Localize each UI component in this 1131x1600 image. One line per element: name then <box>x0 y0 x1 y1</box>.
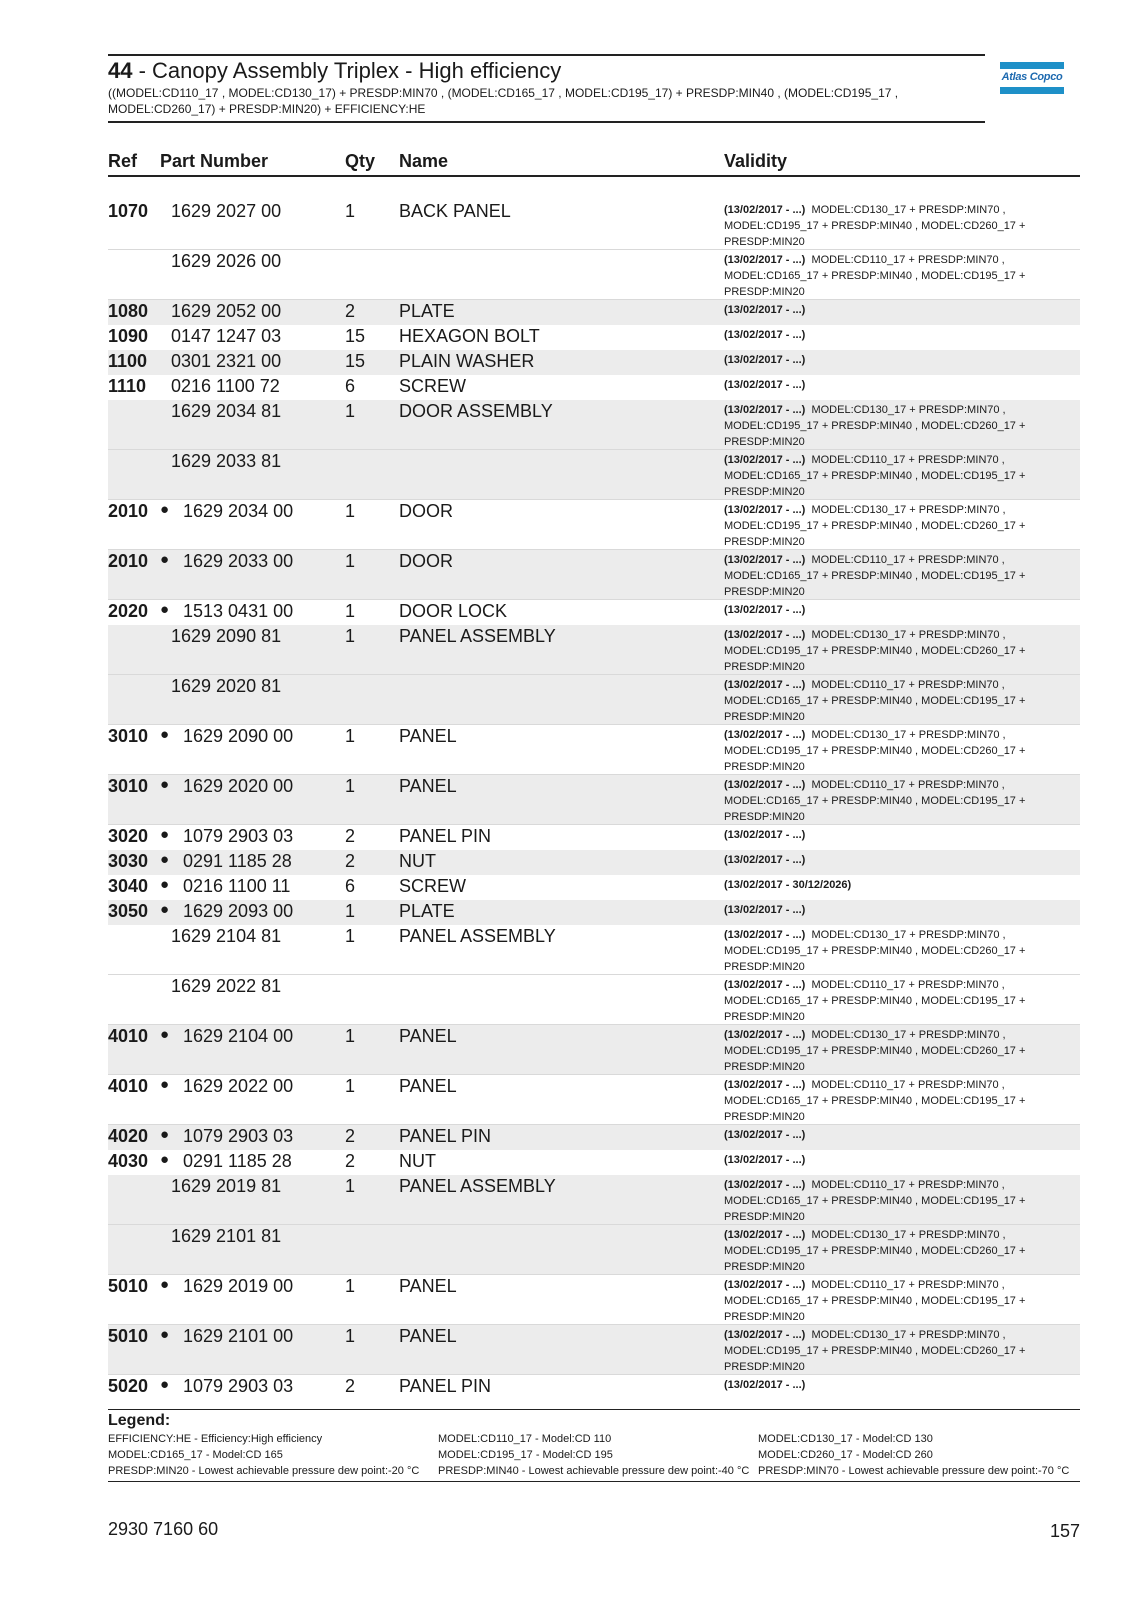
table-header <box>108 151 1080 177</box>
table-row <box>108 1125 1080 1150</box>
validity-line-3: PRESDP:MIN20 <box>724 486 805 498</box>
bullet-icon: ● <box>160 601 170 618</box>
row-qty: 1 <box>345 1026 356 1046</box>
legend-item: PRESDP:MIN40 - Lowest achievable pressure dew point:-40 °C <box>438 1465 750 1477</box>
logo-top-bar <box>1000 62 1064 69</box>
row-part-number: 0291 1185 28 <box>183 1151 292 1171</box>
row-qty: 2 <box>345 301 356 321</box>
row-validity <box>724 1377 1064 1393</box>
row-part-number: 1629 2033 81 <box>171 451 282 471</box>
bullet-icon: ● <box>160 1026 170 1043</box>
table-row <box>108 875 1080 900</box>
row-qty: 15 <box>345 326 366 346</box>
table-row <box>108 300 1080 325</box>
validity-line-2: MODEL:CD195_17 + PRESDP:MIN40 , MODEL:CD260_17 + <box>724 745 1026 757</box>
row-part-number: 0216 1100 72 <box>171 376 280 396</box>
row-validity <box>724 852 1064 868</box>
row-ref: 2010 <box>108 501 149 521</box>
bullet-icon: ● <box>160 876 170 893</box>
validity-line-3: PRESDP:MIN20 <box>724 711 805 723</box>
col-qty-header: Qty <box>345 151 376 171</box>
row-ref: 1070 <box>108 201 149 221</box>
validity-line-3: PRESDP:MIN20 <box>724 286 805 298</box>
bullet-icon: ● <box>160 1151 170 1168</box>
validity-date: (13/02/2017 - ...) <box>724 304 806 316</box>
row-validity <box>724 902 1064 918</box>
validity-line-1: MODEL:CD110_17 + PRESDP:MIN70 , <box>811 679 1005 691</box>
legend-item: MODEL:CD110_17 - Model:CD 110 <box>438 1433 612 1445</box>
validity-date: (13/02/2017 - ...) <box>724 1129 806 1141</box>
validity-line-3: PRESDP:MIN20 <box>724 961 805 973</box>
validity-line-2: MODEL:CD195_17 + PRESDP:MIN40 , MODEL:CD260_17 + <box>724 645 1026 657</box>
row-part-number: 1629 2019 00 <box>183 1276 294 1296</box>
validity-date: (13/02/2017 - ...) <box>724 929 806 941</box>
row-name: PANEL <box>399 1076 457 1096</box>
bullet-icon: ● <box>160 1376 170 1393</box>
validity-date: (13/02/2017 - ...) <box>724 404 806 416</box>
page-title: 44 - Canopy Assembly Triplex - High efficiency <box>108 58 562 83</box>
legend-item: MODEL:CD165_17 - Model:CD 165 <box>108 1449 283 1461</box>
row-name: DOOR LOCK <box>399 601 508 621</box>
validity-line-1: MODEL:CD110_17 + PRESDP:MIN70 , <box>811 254 1005 266</box>
row-ref: 1080 <box>108 301 149 321</box>
chapter-title: Canopy Assembly Triplex - High efficiency <box>152 58 562 83</box>
row-qty: 1 <box>345 601 356 621</box>
row-validity <box>724 402 1064 450</box>
row-qty: 1 <box>345 901 356 921</box>
bullet-icon: ● <box>160 776 170 793</box>
validity-date: (13/02/2017 - ...) <box>724 1329 806 1341</box>
row-part-number: 1629 2034 81 <box>171 401 282 421</box>
table-row <box>108 1150 1080 1175</box>
validity-line-2: MODEL:CD165_17 + PRESDP:MIN40 , MODEL:CD195_17 + <box>724 1195 1026 1207</box>
row-name: PANEL ASSEMBLY <box>399 1176 556 1196</box>
row-validity <box>724 452 1064 500</box>
bullet-icon: ● <box>160 1276 170 1293</box>
row-validity <box>724 1277 1064 1325</box>
row-ref: 4030 <box>108 1151 149 1171</box>
table-row <box>108 1275 1080 1325</box>
table-row <box>108 550 1080 600</box>
row-name: PANEL PIN <box>399 1376 492 1396</box>
row-validity <box>724 1227 1064 1275</box>
logo-bottom-bar <box>1000 87 1064 94</box>
row-part-number: 1629 2034 00 <box>183 501 294 521</box>
validity-date: (13/02/2017 - ...) <box>724 1379 806 1391</box>
validity-line-1: MODEL:CD130_17 + PRESDP:MIN70 , <box>811 204 1006 216</box>
row-name: PANEL <box>399 1326 457 1346</box>
bullet-icon: ● <box>160 1326 170 1343</box>
row-validity <box>724 627 1064 675</box>
row-validity <box>724 977 1064 1025</box>
chapter-number: 44 <box>108 58 133 83</box>
validity-date: (13/02/2017 - ...) <box>724 354 806 366</box>
row-ref: 5020 <box>108 1376 149 1396</box>
validity-line-1: MODEL:CD130_17 + PRESDP:MIN70 , <box>811 1229 1006 1241</box>
table-row <box>108 1375 1080 1400</box>
row-name: SCREW <box>399 376 466 396</box>
validity-line-3: PRESDP:MIN20 <box>724 436 805 448</box>
row-qty: 2 <box>345 1151 356 1171</box>
validity-date: (13/02/2017 - ...) <box>724 779 806 791</box>
table-row <box>108 1175 1080 1225</box>
validity-date: (13/02/2017 - ...) <box>724 729 806 741</box>
row-ref: 4020 <box>108 1126 149 1146</box>
row-part-number: 1629 2022 00 <box>183 1076 294 1096</box>
legend-item: MODEL:CD195_17 - Model:CD 195 <box>438 1449 613 1461</box>
table-row <box>108 1025 1080 1075</box>
validity-line-3: PRESDP:MIN20 <box>724 1011 805 1023</box>
row-validity <box>724 202 1064 250</box>
validity-line-1: MODEL:CD110_17 + PRESDP:MIN70 , <box>811 979 1005 991</box>
row-part-number: 1629 2101 81 <box>171 1226 282 1246</box>
validity-line-1: MODEL:CD130_17 + PRESDP:MIN70 , <box>811 504 1006 516</box>
row-name: NUT <box>399 1151 436 1171</box>
validity-date: (13/02/2017 - ...) <box>724 679 806 691</box>
row-validity <box>724 1077 1064 1125</box>
legend-item: MODEL:CD130_17 - Model:CD 130 <box>758 1433 933 1445</box>
validity-date: (13/02/2017 - 30/12/2026) <box>724 879 852 891</box>
validity-line-1: MODEL:CD130_17 + PRESDP:MIN70 , <box>811 1029 1006 1041</box>
validity-line-3: PRESDP:MIN20 <box>724 761 805 773</box>
legend-item: PRESDP:MIN70 - Lowest achievable pressure dew point:-70 °C <box>758 1465 1070 1477</box>
table-row <box>108 450 1080 500</box>
validity-date: (13/02/2017 - ...) <box>724 1229 806 1241</box>
row-part-number: 1629 2093 00 <box>183 901 294 921</box>
table-row <box>108 675 1080 725</box>
table-row <box>108 400 1080 450</box>
bullet-icon: ● <box>160 851 170 868</box>
row-qty: 1 <box>345 1176 356 1196</box>
table-row <box>108 900 1080 925</box>
row-name: PLAIN WASHER <box>399 351 535 371</box>
validity-line-3: PRESDP:MIN20 <box>724 586 805 598</box>
validity-line-3: PRESDP:MIN20 <box>724 811 805 823</box>
row-ref: 5010 <box>108 1326 149 1346</box>
validity-line-2: MODEL:CD165_17 + PRESDP:MIN40 , MODEL:CD195_17 + <box>724 570 1026 582</box>
validity-line-1: MODEL:CD110_17 + PRESDP:MIN70 , <box>811 1179 1005 1191</box>
validity-line-2: MODEL:CD195_17 + PRESDP:MIN40 , MODEL:CD260_17 + <box>724 220 1026 232</box>
table-row <box>108 325 1080 350</box>
validity-line-1: MODEL:CD110_17 + PRESDP:MIN70 , <box>811 1079 1005 1091</box>
row-name: PANEL <box>399 776 457 796</box>
validity-line-1: MODEL:CD110_17 + PRESDP:MIN70 , <box>811 779 1005 791</box>
row-part-number: 1629 2101 00 <box>183 1326 294 1346</box>
row-qty: 1 <box>345 201 356 221</box>
validity-line-1: MODEL:CD130_17 + PRESDP:MIN70 , <box>811 729 1006 741</box>
table-row <box>108 825 1080 850</box>
legend-grid <box>108 1431 1080 1479</box>
validity-line-3: PRESDP:MIN20 <box>724 536 805 548</box>
table-row <box>108 500 1080 550</box>
row-qty: 1 <box>345 1326 356 1346</box>
row-ref: 4010 <box>108 1026 149 1046</box>
row-part-number: 1629 2090 00 <box>183 726 294 746</box>
row-part-number: 1079 2903 03 <box>183 1376 294 1396</box>
table-row <box>108 1225 1080 1275</box>
row-qty: 6 <box>345 376 356 396</box>
row-ref: 1090 <box>108 326 149 346</box>
row-ref: 3050 <box>108 901 149 921</box>
validity-date: (13/02/2017 - ...) <box>724 979 806 991</box>
validity-date: (13/02/2017 - ...) <box>724 329 806 341</box>
row-name: PANEL <box>399 726 457 746</box>
col-ref-header: Ref <box>108 151 138 171</box>
bullet-icon: ● <box>160 826 170 843</box>
logo-text: Atlas Copco <box>1001 71 1063 83</box>
validity-date: (13/02/2017 - ...) <box>724 1279 806 1291</box>
row-name: SCREW <box>399 876 466 896</box>
validity-line-3: PRESDP:MIN20 <box>724 661 805 673</box>
validity-line-2: MODEL:CD195_17 + PRESDP:MIN40 , MODEL:CD260_17 + <box>724 1045 1026 1057</box>
validity-date: (13/02/2017 - ...) <box>724 1079 806 1091</box>
row-part-number: 1629 2052 00 <box>171 301 282 321</box>
row-validity <box>724 827 1064 843</box>
row-validity <box>724 1127 1064 1143</box>
validity-date: (13/02/2017 - ...) <box>724 629 806 641</box>
validity-line-2: MODEL:CD165_17 + PRESDP:MIN40 , MODEL:CD195_17 + <box>724 795 1026 807</box>
row-validity <box>724 352 1064 368</box>
validity-line-1: MODEL:CD130_17 + PRESDP:MIN70 , <box>811 404 1006 416</box>
row-ref: 1110 <box>108 376 147 396</box>
row-name: DOOR <box>399 551 453 571</box>
row-validity <box>724 1152 1064 1168</box>
row-validity <box>724 327 1064 343</box>
bullet-icon: ● <box>160 726 170 743</box>
row-part-number: 1629 2026 00 <box>171 251 282 271</box>
validity-line-1: MODEL:CD110_17 + PRESDP:MIN70 , <box>811 1279 1005 1291</box>
row-name: PANEL <box>399 1276 457 1296</box>
row-validity <box>724 1327 1064 1375</box>
validity-line-2: MODEL:CD165_17 + PRESDP:MIN40 , MODEL:CD195_17 + <box>724 695 1026 707</box>
row-name: PANEL PIN <box>399 826 492 846</box>
table-row <box>108 725 1080 775</box>
table-row <box>108 350 1080 375</box>
row-ref: 2020 <box>108 601 149 621</box>
row-part-number: 1079 2903 03 <box>183 826 294 846</box>
validity-line-2: MODEL:CD195_17 + PRESDP:MIN40 , MODEL:CD260_17 + <box>724 945 1026 957</box>
row-name: PANEL <box>399 1026 457 1046</box>
validity-line-2: MODEL:CD195_17 + PRESDP:MIN40 , MODEL:CD260_17 + <box>724 420 1026 432</box>
row-ref: 3010 <box>108 776 149 796</box>
row-part-number: 1079 2903 03 <box>183 1126 294 1146</box>
row-part-number: 0291 1185 28 <box>183 851 292 871</box>
validity-line-3: PRESDP:MIN20 <box>724 1061 805 1073</box>
table-row <box>108 250 1080 300</box>
row-name: PANEL PIN <box>399 1126 492 1146</box>
row-name: NUT <box>399 851 436 871</box>
validity-date: (13/02/2017 - ...) <box>724 904 806 916</box>
legend-item: PRESDP:MIN20 - Lowest achievable pressure dew point:-20 °C <box>108 1465 420 1477</box>
row-name: PANEL ASSEMBLY <box>399 926 556 946</box>
row-qty: 15 <box>345 351 366 371</box>
validity-line-3: PRESDP:MIN20 <box>724 1111 805 1123</box>
validity-date: (13/02/2017 - ...) <box>724 504 806 516</box>
row-validity <box>724 877 1064 893</box>
validity-date: (13/02/2017 - ...) <box>724 829 806 841</box>
validity-date: (13/02/2017 - ...) <box>724 379 806 391</box>
row-part-number: 0301 2321 00 <box>171 351 282 371</box>
row-qty: 1 <box>345 776 356 796</box>
validity-line-2: MODEL:CD195_17 + PRESDP:MIN40 , MODEL:CD260_17 + <box>724 1345 1026 1357</box>
validity-line-1: MODEL:CD130_17 + PRESDP:MIN70 , <box>811 629 1006 641</box>
row-part-number: 1629 2104 00 <box>183 1026 294 1046</box>
row-qty: 2 <box>345 826 356 846</box>
row-qty: 1 <box>345 726 356 746</box>
validity-date: (13/02/2017 - ...) <box>724 604 806 616</box>
row-ref: 3040 <box>108 876 149 896</box>
col-validity-header: Validity <box>724 151 788 171</box>
row-qty: 1 <box>345 926 356 946</box>
table-row <box>108 1325 1080 1375</box>
row-validity <box>724 502 1064 550</box>
row-part-number: 1629 2020 81 <box>171 676 282 696</box>
row-ref: 4010 <box>108 1076 149 1096</box>
validity-line-1: MODEL:CD130_17 + PRESDP:MIN70 , <box>811 1329 1006 1341</box>
row-part-number: 1629 2090 81 <box>171 626 282 646</box>
validity-date: (13/02/2017 - ...) <box>724 204 806 216</box>
row-name: HEXAGON BOLT <box>399 326 540 346</box>
row-validity <box>724 927 1064 975</box>
validity-line-2: MODEL:CD165_17 + PRESDP:MIN40 , MODEL:CD195_17 + <box>724 470 1026 482</box>
row-qty: 1 <box>345 501 356 521</box>
validity-line-2: MODEL:CD195_17 + PRESDP:MIN40 , MODEL:CD260_17 + <box>724 1245 1026 1257</box>
row-name: DOOR ASSEMBLY <box>399 401 553 421</box>
row-name: PLATE <box>399 901 455 921</box>
row-validity <box>724 377 1064 393</box>
row-ref: 5010 <box>108 1276 149 1296</box>
table-row <box>108 1075 1080 1125</box>
table-row <box>108 975 1080 1025</box>
col-name-header: Name <box>399 151 449 171</box>
row-qty: 2 <box>345 1126 356 1146</box>
table-row <box>108 850 1080 875</box>
row-qty: 6 <box>345 876 356 896</box>
row-qty: 1 <box>345 401 356 421</box>
page-header <box>108 54 985 123</box>
row-qty: 2 <box>345 851 356 871</box>
row-part-number: 1629 2020 00 <box>183 776 294 796</box>
row-ref: 3020 <box>108 826 149 846</box>
bullet-icon: ● <box>160 501 170 518</box>
table-row <box>108 200 1080 250</box>
legend-item: EFFICIENCY:HE - Efficiency:High efficiency <box>108 1433 323 1445</box>
row-validity <box>724 602 1064 618</box>
atlas-copco-logo <box>1000 62 1064 94</box>
col-part-number-header: Part Number <box>160 151 269 171</box>
validity-line-1: MODEL:CD110_17 + PRESDP:MIN70 , <box>811 454 1005 466</box>
validity-line-3: PRESDP:MIN20 <box>724 1211 805 1223</box>
row-validity <box>724 727 1064 775</box>
row-ref: 2010 <box>108 551 149 571</box>
row-qty: 2 <box>345 1376 356 1396</box>
validity-line-2: MODEL:CD165_17 + PRESDP:MIN40 , MODEL:CD195_17 + <box>724 270 1026 282</box>
row-ref: 3010 <box>108 726 149 746</box>
page-subtitle: ((MODEL:CD110_17 , MODEL:CD130_17) + PRESDP:MIN70 , (MODEL:CD165_17 , MODEL:CD195_17) + PRESDP:MIN40 , (MODEL:CD195_17 , MODEL:CD260_17) + PRESDP:MIN20) + EFFICIENCY:HE <box>108 86 899 116</box>
validity-line-2: MODEL:CD165_17 + PRESDP:MIN40 , MODEL:CD195_17 + <box>724 1295 1026 1307</box>
validity-line-2: MODEL:CD195_17 + PRESDP:MIN40 , MODEL:CD260_17 + <box>724 520 1026 532</box>
bullet-icon: ● <box>160 1076 170 1093</box>
row-qty: 1 <box>345 1076 356 1096</box>
validity-date: (13/02/2017 - ...) <box>724 854 806 866</box>
validity-line-1: MODEL:CD130_17 + PRESDP:MIN70 , <box>811 929 1006 941</box>
validity-date: (13/02/2017 - ...) <box>724 554 806 566</box>
row-name: BACK PANEL <box>399 201 511 221</box>
row-validity <box>724 252 1064 300</box>
row-qty: 1 <box>345 1276 356 1296</box>
table-row <box>108 375 1080 400</box>
validity-date: (13/02/2017 - ...) <box>724 1154 806 1166</box>
legend-title: Legend: <box>108 1412 171 1429</box>
validity-date: (13/02/2017 - ...) <box>724 1029 806 1041</box>
validity-line-2: MODEL:CD165_17 + PRESDP:MIN40 , MODEL:CD195_17 + <box>724 995 1026 1007</box>
row-part-number: 1629 2027 00 <box>171 201 282 221</box>
legend <box>108 1409 1080 1482</box>
row-name: PANEL ASSEMBLY <box>399 626 556 646</box>
validity-date: (13/02/2017 - ...) <box>724 1179 806 1191</box>
row-validity <box>724 302 1064 318</box>
row-name: PLATE <box>399 301 455 321</box>
validity-date: (13/02/2017 - ...) <box>724 254 806 266</box>
legend-item: MODEL:CD260_17 - Model:CD 260 <box>758 1449 933 1461</box>
row-part-number: 1629 2104 81 <box>171 926 282 946</box>
page-number: 157 <box>1050 1521 1081 1541</box>
validity-line-3: PRESDP:MIN20 <box>724 1361 805 1373</box>
table-row <box>108 775 1080 825</box>
table-row <box>108 625 1080 675</box>
validity-line-3: PRESDP:MIN20 <box>724 236 805 248</box>
bullet-icon: ● <box>160 551 170 568</box>
row-part-number: 0216 1100 11 <box>183 876 291 896</box>
validity-line-3: PRESDP:MIN20 <box>724 1311 805 1323</box>
row-validity <box>724 1177 1064 1225</box>
row-validity <box>724 677 1064 725</box>
row-part-number: 1629 2019 81 <box>171 1176 282 1196</box>
table-row <box>108 925 1080 975</box>
table-row <box>108 600 1080 625</box>
row-ref: 1100 <box>108 351 148 371</box>
validity-line-1: MODEL:CD110_17 + PRESDP:MIN70 , <box>811 554 1005 566</box>
row-validity <box>724 1027 1064 1075</box>
row-validity <box>724 552 1064 600</box>
document-number: 2930 7160 60 <box>108 1519 219 1539</box>
bullet-icon: ● <box>160 901 170 918</box>
row-qty: 1 <box>345 626 356 646</box>
row-part-number: 1629 2022 81 <box>171 976 282 996</box>
validity-line-3: PRESDP:MIN20 <box>724 1261 805 1273</box>
row-part-number: 1629 2033 00 <box>183 551 294 571</box>
validity-date: (13/02/2017 - ...) <box>724 454 806 466</box>
row-ref: 3030 <box>108 851 149 871</box>
row-part-number: 0147 1247 03 <box>171 326 282 346</box>
row-validity <box>724 777 1064 825</box>
validity-line-2: MODEL:CD165_17 + PRESDP:MIN40 , MODEL:CD195_17 + <box>724 1095 1026 1107</box>
row-qty: 1 <box>345 551 356 571</box>
row-name: DOOR <box>399 501 453 521</box>
bullet-icon: ● <box>160 1126 170 1143</box>
parts-table <box>108 200 1080 1400</box>
row-part-number: 1513 0431 00 <box>183 601 294 621</box>
